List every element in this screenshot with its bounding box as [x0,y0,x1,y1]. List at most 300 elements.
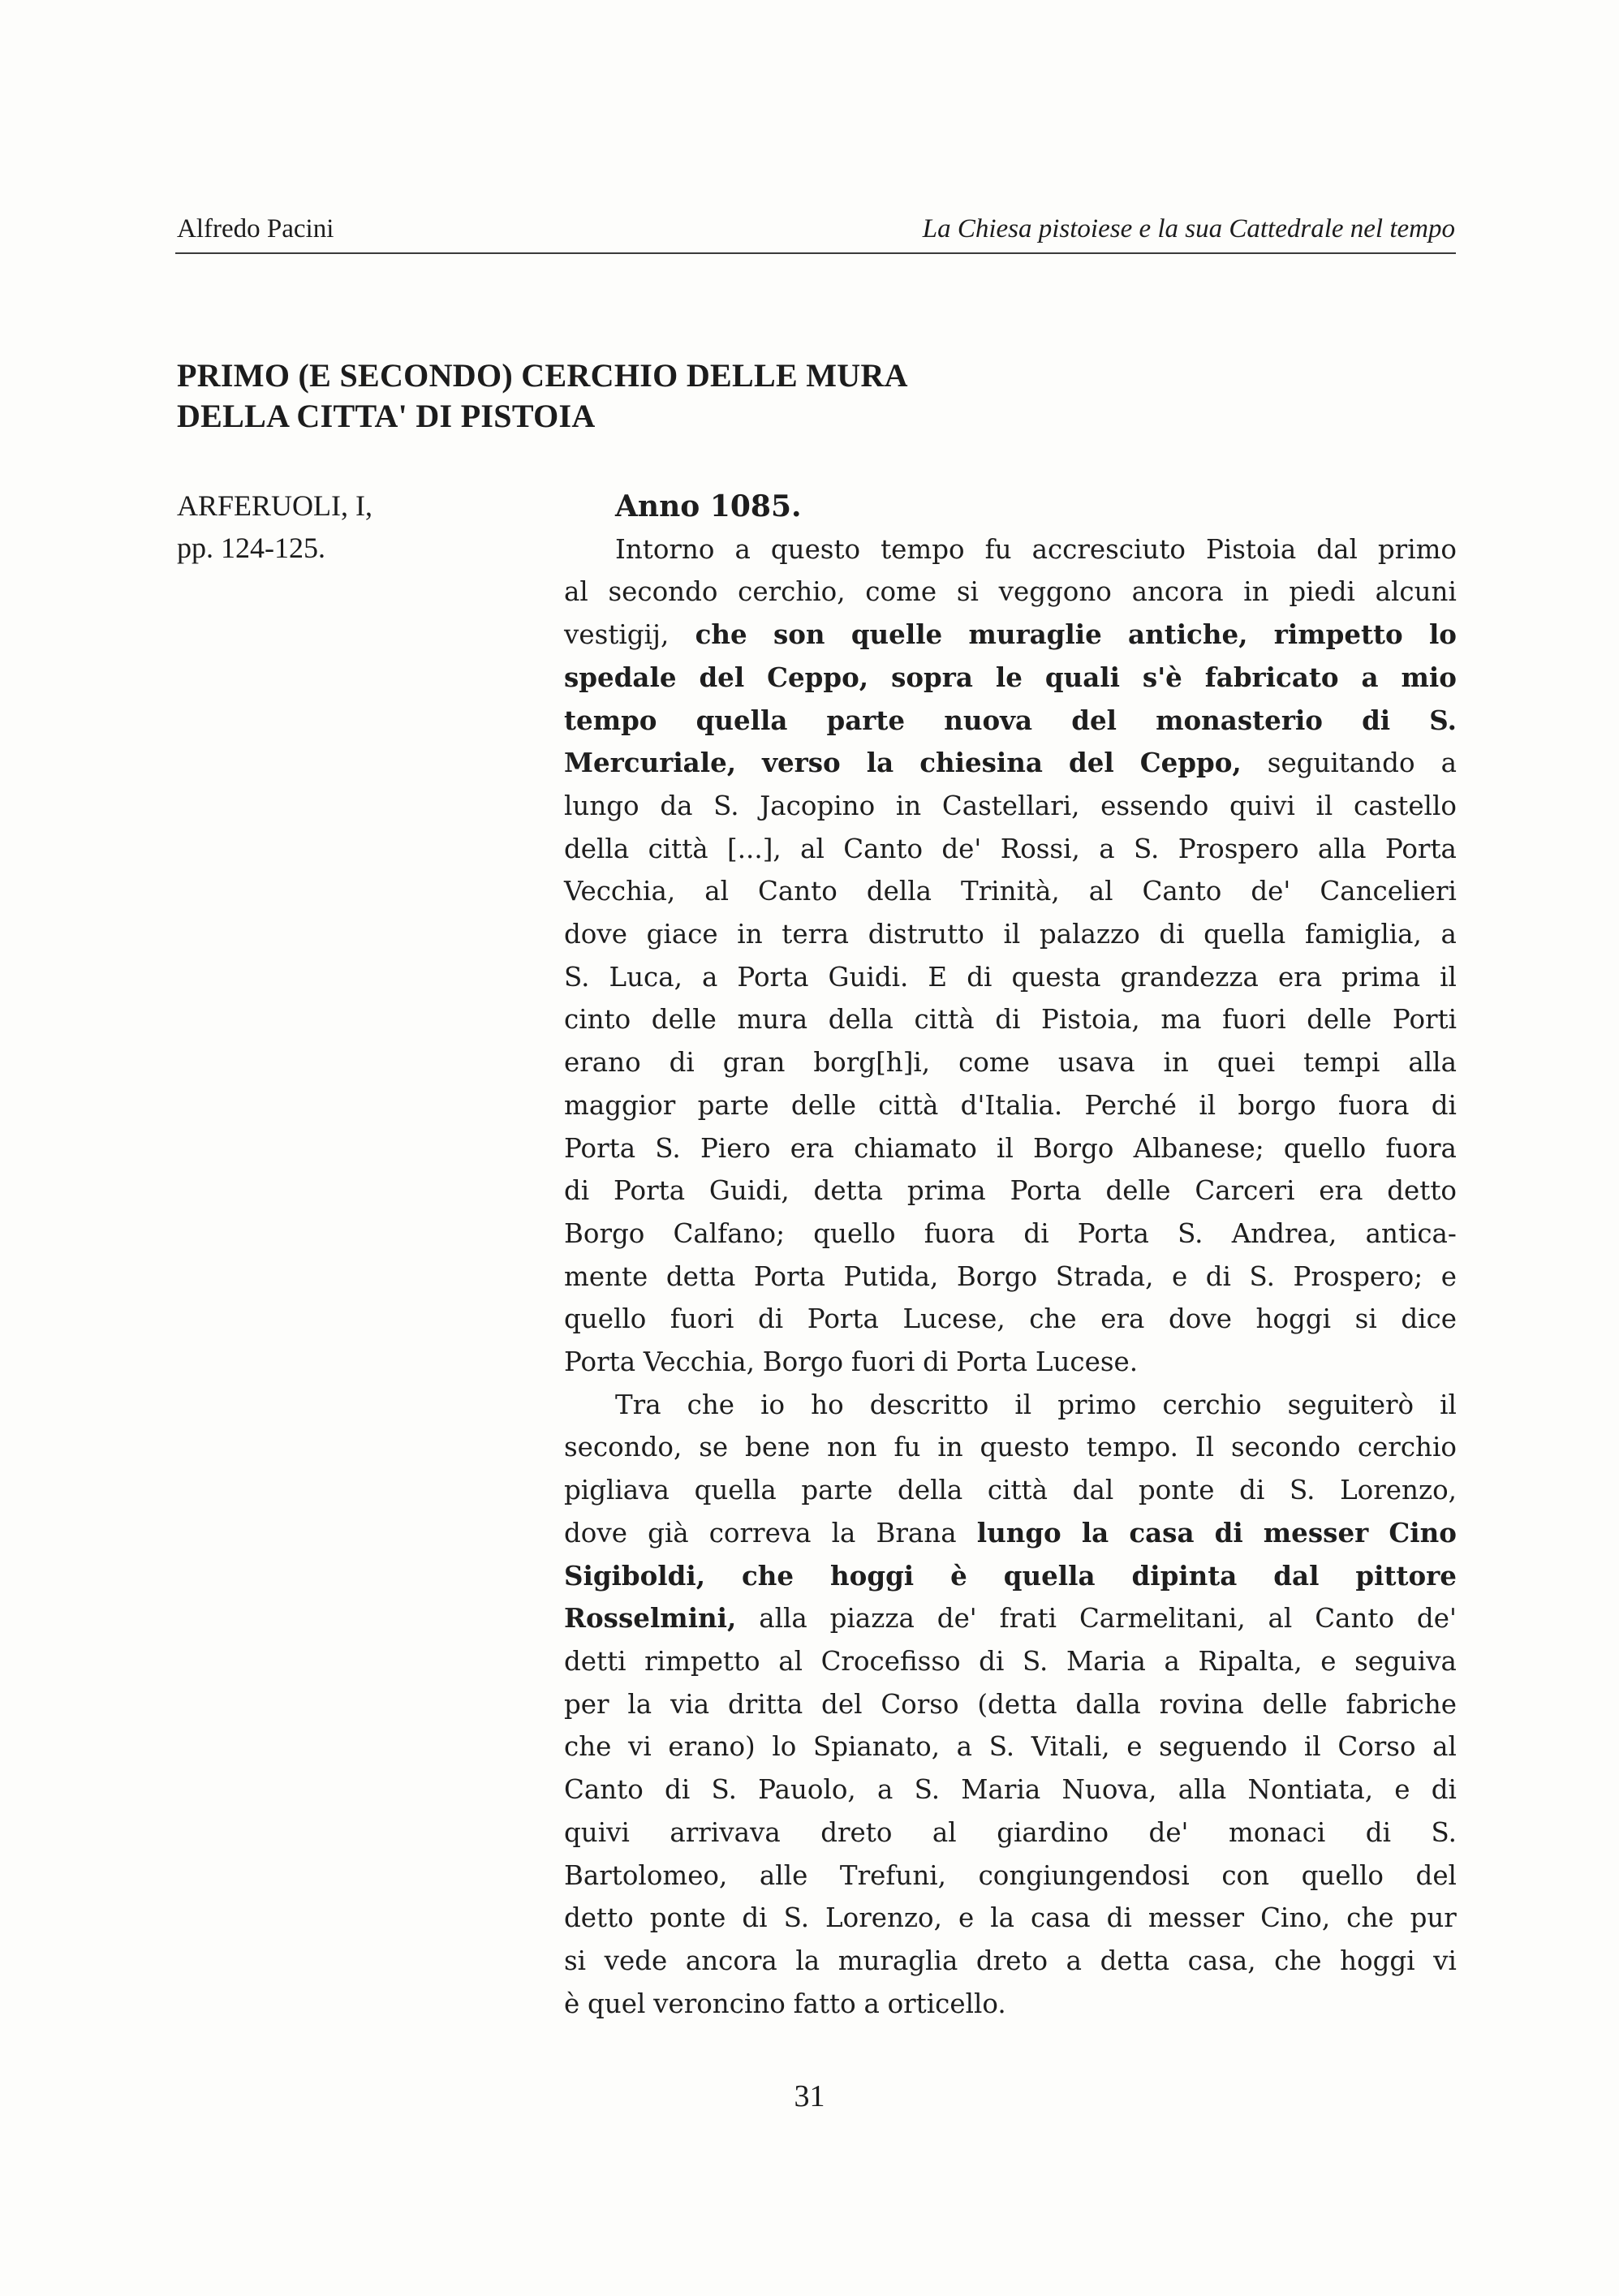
word: S. [1249,1260,1275,1292]
word: di [757,1303,784,1335]
word: di [1239,1475,1265,1506]
word: fuori [1222,1004,1286,1036]
word: Carmelitani, [1079,1603,1246,1635]
word: al [1268,1603,1293,1635]
word: (detta [977,1688,1057,1720]
word: che [1346,1902,1394,1934]
word: hoggi [830,1559,915,1592]
word: era [1277,961,1323,993]
word: Maria [961,1774,1041,1806]
word: S. [1429,704,1457,736]
word: Ripalta, [1198,1645,1303,1677]
word: S. [914,1774,941,1806]
word: Prospero [1178,833,1299,864]
word: de' [1251,876,1291,907]
word: che [564,1731,612,1763]
text-line [564,528,1457,571]
word: al [1088,876,1113,907]
text-line [564,1768,1457,1811]
word: ma [1160,1004,1202,1036]
word: era [1100,1303,1145,1335]
word: Strada, [1055,1260,1154,1292]
word: delle [790,1089,856,1121]
word: alla [1178,1774,1227,1806]
word: Cino [1389,1516,1457,1549]
text-line [564,1725,1457,1768]
word: Vecchia, [643,1346,756,1378]
word: con [1221,1859,1270,1891]
text-line [564,1298,1457,1341]
word: Nuova, [1061,1774,1157,1806]
word: era [790,1132,834,1164]
word: a [701,961,718,993]
word: Pauolo, [758,1774,856,1806]
word: [...], [727,833,782,864]
word: Borgo [956,1260,1038,1292]
word: quel [587,1988,646,2019]
word: Ceppo, [767,661,869,693]
paragraph-2 [564,1384,1457,2026]
word: a [734,533,751,565]
word: tempo [881,533,965,565]
word: per [564,1688,609,1720]
word: Cino, [1260,1902,1331,1934]
word: seguitando [1267,747,1415,779]
word: giace [646,919,718,950]
word: Spianato, [812,1731,941,1763]
running-header-author: Alfredo Pacini [177,214,334,243]
word: del [1071,704,1117,736]
word: Lorenzo, [1340,1475,1457,1506]
word: Porta [614,1175,686,1207]
word: hoggi [1255,1303,1332,1335]
word: Porta [753,1260,825,1292]
word: giardino [997,1816,1109,1848]
word: hoggi [1340,1945,1415,1976]
word: di [742,1902,768,1934]
word: Prospero; [1293,1260,1423,1292]
word: Il [1195,1432,1215,1463]
word: erano [564,1047,641,1079]
word: fuora [924,1217,996,1249]
word: Trinità, [961,876,1060,907]
word: nuova [944,704,1033,736]
word: e [1126,1731,1143,1763]
word: antiche, [1128,618,1248,651]
word: città [914,1004,975,1036]
word: al [564,576,588,608]
word: prima [1341,961,1421,993]
word: al [800,833,825,864]
word: il [1440,1389,1457,1420]
word: di [1205,1260,1231,1292]
word: a [863,1988,880,2019]
word: rimpetto [1273,618,1403,651]
word: parte [801,1475,873,1506]
word: frati [999,1603,1057,1635]
word: di [1159,919,1185,950]
word: della [828,1004,893,1036]
word: piedi [1289,576,1355,608]
word: lungo [564,790,639,821]
word: fuora [1385,1132,1457,1164]
word: Piero [700,1132,771,1164]
word: è [564,1988,580,2019]
word: quella [1203,919,1286,950]
word: di [967,961,992,993]
word: prima [906,1175,986,1207]
word: mente [564,1260,648,1292]
word: fu [984,533,1012,565]
word: lo [772,1731,797,1763]
word: accresciuto [1031,533,1186,565]
word: il [1003,919,1021,950]
word: già [648,1517,689,1549]
word: in [937,1432,963,1463]
text-line [564,657,1457,700]
word: Porta [1384,833,1457,864]
word: al [932,1816,957,1848]
word: al [778,1645,803,1677]
word: seguendo [1159,1731,1288,1763]
word: primo [1057,1389,1137,1420]
word: S. [1022,1645,1048,1677]
word: il [997,1132,1014,1164]
word: del [821,1688,863,1720]
word: castello [1354,790,1457,821]
word: orticello. [887,1988,1006,2019]
word: Ceppo, [1139,747,1242,779]
word: verso [762,747,841,779]
word: muraglie [968,618,1102,651]
word: Mercuriale, [564,747,737,779]
word: cinto [564,1004,631,1036]
word: a [1164,1645,1180,1677]
word: alla [759,1603,807,1635]
word: dal [1072,1475,1114,1506]
paragraph-1 [564,528,1457,1384]
word: Rossi, [1000,833,1080,864]
word: della [564,833,630,864]
citation-pages: pp. 124-125. [177,532,325,564]
word: di [669,1047,695,1079]
word: Intorno [615,533,715,565]
word: chiesina [919,747,1043,779]
section-title-line-2: DELLA CITTA' DI PISTOIA [177,398,596,434]
word: ancora [1131,576,1224,608]
word: bene [745,1432,811,1463]
word: a [1099,833,1115,864]
word: Borgo [762,1346,844,1378]
word: di [1365,1816,1391,1848]
text-line [564,1469,1457,1512]
word: quivi [564,1816,630,1848]
word: Brana [876,1517,957,1549]
word: quello [813,1217,896,1249]
word: Porta [737,961,809,993]
word: se [699,1432,729,1463]
word: secondo, [564,1432,682,1463]
word: città [648,833,708,864]
word: via [670,1688,710,1720]
citation-source: ARFERUOLI, I, [177,489,372,522]
word: la [795,1945,820,1976]
word: alle [759,1859,808,1891]
word: di [1106,1902,1132,1934]
word: mio [1401,661,1457,693]
word: Lorenzo, [825,1902,942,1934]
word: quello [564,1303,647,1335]
word: a [1066,1945,1083,1976]
word: si [564,1945,587,1976]
word: delle [651,1004,717,1036]
word: borg[h]i, [813,1047,931,1079]
word: tempi [1303,1047,1380,1079]
text-line [564,913,1457,956]
word: ponte [1138,1475,1215,1506]
word: di [1362,704,1391,736]
word: Canto [1315,1603,1395,1635]
word: Corso [1337,1731,1416,1763]
word: antica- [1365,1217,1457,1249]
text-line [564,1512,1457,1555]
word: Jacopino [760,790,876,821]
word: primo [1377,533,1457,565]
word: famiglia, [1304,919,1422,950]
word: quivi [1229,790,1295,821]
word: questo [770,533,861,565]
word: e [1440,1260,1457,1292]
word: a [876,1774,893,1806]
word: gran [722,1047,786,1079]
word: grandezza [1120,961,1259,993]
word: vede [604,1945,668,1976]
word: dreto [975,1945,1048,1976]
word: Andrea, [1231,1217,1337,1249]
word: fuori [850,1346,915,1378]
word: E [928,961,948,993]
word: Vecchia, [564,876,676,907]
word: Lucese, [902,1303,1005,1335]
word: Trefuni, [839,1859,946,1891]
word: dove [564,1517,627,1549]
word: di [1214,1516,1243,1549]
word: rovina [1159,1688,1244,1720]
text-line [564,1256,1457,1299]
word: la [1081,1516,1109,1549]
word: di [979,1645,1005,1677]
word: quello [1283,1132,1367,1164]
word: Albanese; [1133,1132,1264,1164]
word: città [987,1475,1048,1506]
word: vi [628,1731,652,1763]
text-line [564,998,1457,1041]
word: dal [1273,1559,1320,1592]
word: era [1319,1175,1363,1207]
word: de' [1416,1603,1457,1635]
word: messer [1148,1902,1245,1934]
word: dice [1401,1303,1457,1335]
word: come [958,1047,1030,1079]
word: al [1432,1731,1457,1763]
word: s'è [1142,661,1182,693]
text-line [564,785,1457,828]
word: pigliava [564,1475,670,1506]
word: Porta [564,1132,636,1164]
word: correva [708,1517,812,1549]
text-line [564,1940,1457,1983]
text-line [564,1854,1457,1898]
word: ponte [649,1902,726,1934]
word: del [699,661,745,693]
word: S. [1431,1816,1457,1848]
word: essendo [1100,790,1209,821]
word: le [995,661,1023,693]
word: Porti [1392,1004,1457,1036]
text-line [564,1811,1457,1854]
word: secondo [608,576,718,608]
word: Vitali, [1031,1731,1110,1763]
text-line [564,1127,1457,1170]
word: di [923,1346,949,1378]
word: palazzo [1039,919,1140,950]
section-title [177,355,1394,437]
word: al [704,876,729,907]
word: messer [1263,1516,1369,1549]
word: il [1014,1389,1032,1420]
text-line [564,956,1457,999]
word: questa [1011,961,1101,993]
word: Corso [881,1688,959,1720]
word: mura [737,1004,808,1036]
word: erano) [668,1731,756,1763]
word: il [1315,790,1333,821]
word: cerchio [1357,1432,1457,1463]
word: parte [826,704,906,736]
word: Luca, [609,961,682,993]
word: dreto [820,1816,893,1848]
word: in [1163,1047,1189,1079]
word: ho [811,1389,844,1420]
section-title-line-1: PRIMO (E SECONDO) CERCHIO DELLE MURA [177,357,908,394]
word: di [995,1004,1021,1036]
word: parte [697,1089,769,1121]
text-line [564,870,1457,913]
word: quella [695,704,788,736]
header-rule [175,252,1456,254]
word: veroncino [653,1988,786,2019]
word: tempo [564,704,657,736]
word: Nontiata, [1247,1774,1374,1806]
word: dove [1168,1303,1232,1335]
word: in [737,919,763,950]
word: Rosselmini, [564,1602,737,1635]
source-citation [177,485,372,569]
word: fabriche [1346,1688,1457,1720]
word: di [1023,1217,1049,1249]
word: Calfano; [673,1217,786,1249]
word: di [665,1774,691,1806]
word: S. [711,1774,737,1806]
word: congiungendosi [978,1859,1190,1891]
word: e [1320,1645,1337,1677]
word: la [866,747,894,779]
word: dal [1316,533,1358,565]
word: S. [1178,1217,1203,1249]
word: lungo [976,1516,1061,1549]
word: si [1354,1303,1377,1335]
word: cerchio, [738,576,846,608]
word: tempo. [1086,1432,1178,1463]
word: d'Italia. [960,1089,1063,1121]
word: sopra [891,661,973,693]
word: il [1199,1089,1216,1121]
word: vi [1433,1945,1457,1976]
word: usava [1057,1047,1135,1079]
word: città [878,1089,939,1121]
word: alla [1317,833,1367,864]
word: dipinta [1131,1559,1238,1592]
word: S. [1290,1475,1315,1506]
text-line [564,1897,1457,1940]
word: Porta [1077,1217,1149,1249]
word: la [627,1688,652,1720]
word: alla [1408,1047,1457,1079]
word: S. [988,1731,1015,1763]
word: alcuni [1375,576,1457,608]
word: quei [1216,1047,1276,1079]
word: Borgo [564,1217,645,1249]
word: Maria [1066,1645,1146,1677]
word: monasterio [1156,704,1323,736]
word: di [564,1175,590,1207]
text-line [564,1341,1457,1384]
word: detto [564,1902,634,1934]
word: Porta [956,1346,1028,1378]
word: io [760,1389,786,1420]
text-line [564,828,1457,871]
word: a [1361,661,1379,693]
word: Canto [564,1774,644,1806]
word: quella [694,1475,777,1506]
text-line [564,1983,1457,2026]
word: di [1431,1774,1457,1806]
word: Guidi. [828,961,909,993]
word: Canto [843,833,924,864]
text-line [564,1041,1457,1084]
word: del [1415,1859,1457,1891]
word: di [1431,1089,1457,1121]
word: fatto [793,1988,856,2019]
word: che [1029,1303,1077,1335]
word: maggior [564,1089,676,1121]
word: fabricato [1204,661,1339,693]
word: seguiva [1354,1645,1457,1677]
word: della [898,1475,963,1506]
word: ancora [685,1945,777,1976]
word: Cancelieri [1320,876,1457,907]
word: Borgo [1033,1132,1114,1164]
word: delle [1262,1688,1328,1720]
word: cerchio [1162,1389,1262,1420]
word: Porta [807,1303,879,1335]
word: terra [782,919,850,950]
word: è [950,1559,967,1592]
word: e [958,1902,975,1934]
word: Tra [615,1389,661,1420]
word: della [866,876,932,907]
word: veggono [998,576,1112,608]
